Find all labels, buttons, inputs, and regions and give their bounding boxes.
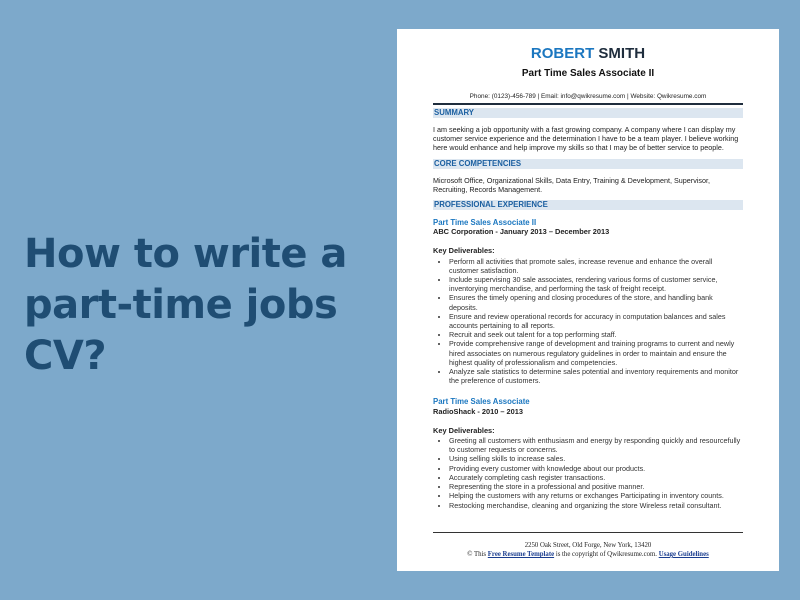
list-item: • Restocking merchandise, cleaning and organizing the store Wireless retail consultant. (449, 501, 743, 510)
section-heading-competencies: CORE COMPETENCIES (433, 159, 743, 169)
copyright-prefix: © This (467, 551, 487, 558)
resume-document (397, 29, 779, 571)
list-item: • Representing the store in a professional and positive manner. (449, 482, 743, 491)
headline-line: CV? (24, 333, 107, 379)
job-title: Part Time Sales Associate II (433, 218, 537, 228)
contact-line: Phone: (0123)-456-789 | Email: info@qwikresume.com | Website: Qwikresume.com (433, 93, 743, 105)
list-item: • Provide comprehensive range of development and training programs to current and newly hired associates on numerous regulatory guidelines in order to maintain and ensure the highest quality of professionalism and competencies. (449, 339, 743, 367)
resume-title: Part Time Sales Associate II (521, 68, 655, 79)
article-headline (24, 229, 384, 382)
list-item: • Ensures the timely opening and closing procedures of the store, and handling bank deposits. (449, 293, 743, 311)
list-item: • Providing every customer with knowledge about our products. (449, 464, 743, 473)
list-item: • Using selling skills to increase sales. (449, 454, 743, 463)
list-item: • Analyze sale statistics to determine sales potential and inventory requirements and monitor the preference of customers. (449, 367, 743, 385)
job-entry (433, 397, 743, 509)
summary-text: I am seeking a job opportunity with a fast growing company. A company where I can display my customer service experience and the determination I have to be a team player. I believe working here would enhance and help improve my skills so that I may be of better service to people. (433, 125, 739, 153)
list-item: • Greeting all customers with enthusiasm and energy by responding quickly and resourcefully to customer requests or concerns. (449, 436, 743, 454)
job-company: ABC Corporation - January 2013 – December 2013 (433, 227, 610, 237)
competencies-text: Microsoft Office, Organizational Skills, Data Entry, Training & Development, Supervisor, Recruiting, Records Management. (433, 175, 710, 194)
first-name: ROBERT (530, 45, 595, 62)
section-heading-summary: SUMMARY (433, 108, 743, 118)
copyright-middle: is the copyright of Qwikresume.com. (555, 551, 657, 558)
job-entry (433, 218, 743, 385)
section-heading-experience: PROFESSIONAL EXPERIENCE (433, 200, 743, 210)
resume-name (433, 45, 743, 63)
list-item: • Helping the customers with any returns or exchanges Participating in inventory counts. (449, 491, 743, 500)
usage-guidelines-link[interactable]: Usage Guidelines (658, 551, 709, 558)
footer-copyright (433, 550, 743, 559)
footer-address: 2250 Oak Street, Old Forge, New York, 13420 (524, 542, 652, 549)
list-item: • Perform all activities that promote sales, increase revenue and enhance the overall customer satisfaction. (449, 257, 743, 275)
headline-line: part-time jobs (24, 282, 338, 328)
job-title: Part Time Sales Associate (433, 397, 530, 407)
job-company: RadioShack - 2010 – 2013 (433, 406, 523, 416)
headline-line: How to write a (24, 231, 347, 277)
list-item: • Recruit and seek out talent for a top performing staff. (449, 330, 743, 339)
key-deliverables-label: Key Deliverables: (433, 246, 495, 256)
list-item: • Ensure and review operational records for accuracy in computation balances and sales accounts pertaining to all reports. (449, 312, 743, 330)
key-deliverables-label: Key Deliverables: (433, 425, 495, 435)
last-name: SMITH (598, 45, 646, 62)
deliverables-list (433, 436, 743, 510)
free-resume-template-link[interactable]: Free Resume Template (487, 551, 555, 558)
resume-footer (433, 532, 743, 559)
list-item: • Include supervising 30 sale associates, rendering various forms of customer service, inventorying merchandise, and performing the task of freight receipt. (449, 275, 743, 293)
deliverables-list (433, 257, 743, 386)
list-item: • Accurately completing cash register transactions. (449, 473, 743, 482)
